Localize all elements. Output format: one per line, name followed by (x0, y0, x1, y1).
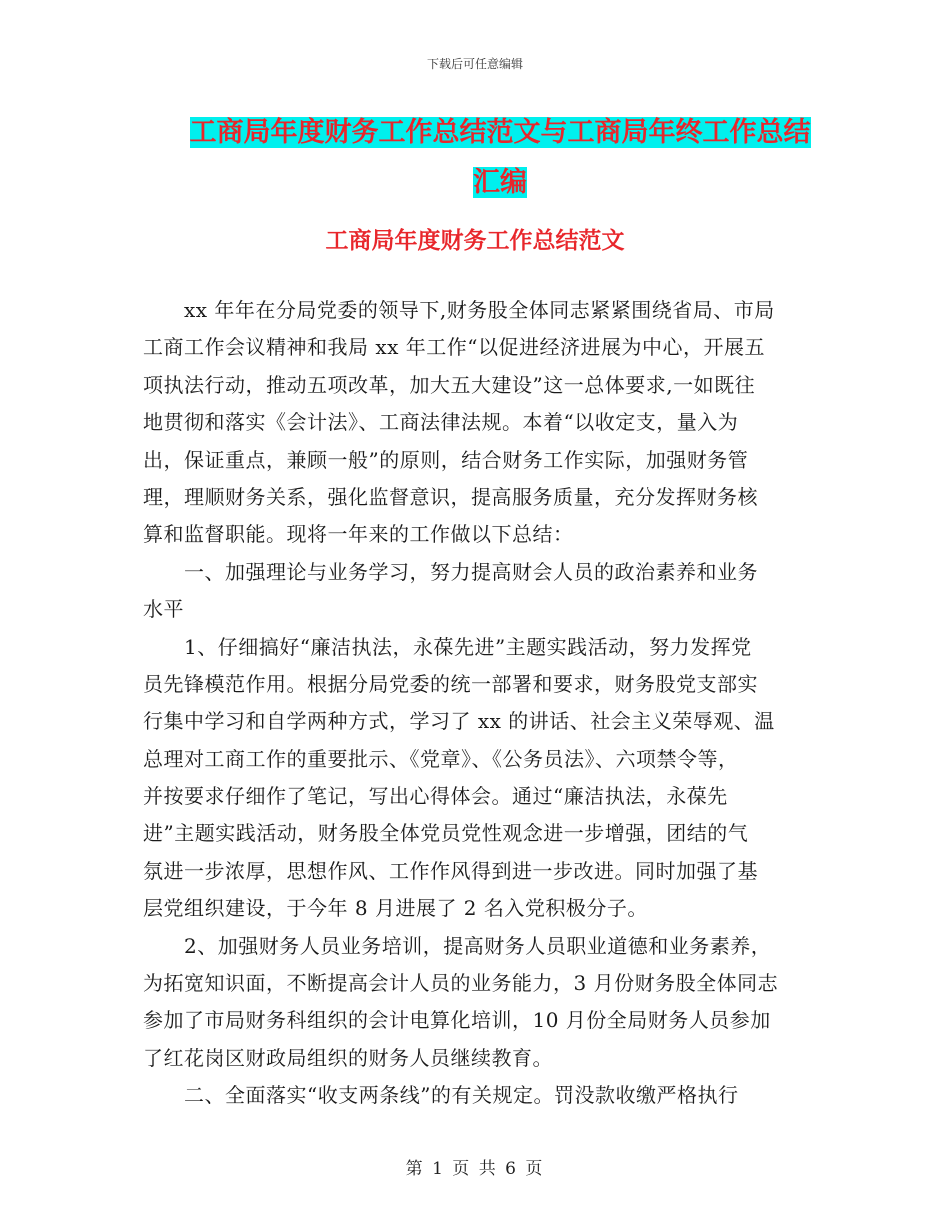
document-title (140, 108, 860, 208)
header-note: 下载后可任意编辑 (426, 57, 523, 71)
body-line: 参加了市局财务科组织的会计电算化培训，10 月份全局财务人员参加 (143, 1008, 771, 1033)
body-line: 出，保证重点，兼顾一般”的原则，结合财务工作实际，加强财务管 (143, 447, 749, 472)
body-line: 地贯彻和落实《会计法》、工商法律法规。本着“以收定支，量入为 (143, 410, 739, 435)
body-line: 为拓宽知识面，不断提高会计人员的业务能力，3 月份财务股全体同志 (143, 971, 779, 996)
body-line: 理，理顺财务关系，强化监督意识，提高服务质量，充分发挥财务核 (143, 484, 758, 509)
body-line: 工商工作会议精神和我局 xx 年工作“以促进经济进展为中心，开展五 (143, 335, 765, 360)
body-line: 2、加强财务人员业务培训，提高财务人员职业道德和业务素养， (143, 933, 772, 958)
body-line: 层党组织建设，于今年 8 月进展了 2 名入党积极分子。 (143, 896, 648, 921)
body-line: 算和监督职能。现将一年来的工作做以下总结： (143, 522, 574, 547)
body-line: 了红花岗区财政局组织的财务人员继续教育。 (143, 1045, 553, 1070)
body-line: 二、全面落实“收支两条线”的有关规定。罚没款收缴严格执行 (143, 1083, 739, 1108)
body-line: 员先锋模范作用。根据分局党委的统一部署和要求，财务股党支部实 (143, 671, 758, 696)
body-line: 行集中学习和自学两种方式，学习了 xx 的讲话、社会主义荣辱观、温 (143, 709, 775, 734)
body-line: 水平 (143, 597, 184, 622)
body-line: 总理对工商工作的重要批示、《党章》、《公务员法》、六项禁令等， (143, 746, 739, 771)
body-line: xx 年年在分局党委的领导下,财务股全体同志紧紧围绕省局、市局 (143, 298, 775, 322)
title-line-1: 工商局年度财务工作总结范文与工商局年终工作总结 (189, 117, 811, 148)
body-line: 1、仔细搞好“廉洁执法，永葆先进”主题实践活动，努力发挥党 (143, 634, 752, 659)
body-line: 项执法行动，推动五项改革，加大五大建设”这一总体要求,一如既往 (143, 372, 756, 397)
body-line: 并按要求仔细作了笔记，写出心得体会。通过“廉洁执法，永葆先 (143, 784, 728, 809)
title-line-2: 汇编 (473, 167, 527, 198)
section-title: 工商局年度财务工作总结范文 (325, 228, 625, 254)
body-text (143, 292, 808, 1115)
body-line: 氛进一步浓厚，思想作风、工作作风得到进一步改进。同时加强了基 (143, 858, 758, 883)
body-line: 一、加强理论与业务学习，努力提高财会人员的政治素养和业务 (143, 559, 758, 584)
page-footer: 第 1 页 共 6 页 (405, 1159, 545, 1179)
body-line: 进”主题实践活动，财务股全体党员党性观念进一步增强，团结的气 (143, 821, 749, 846)
